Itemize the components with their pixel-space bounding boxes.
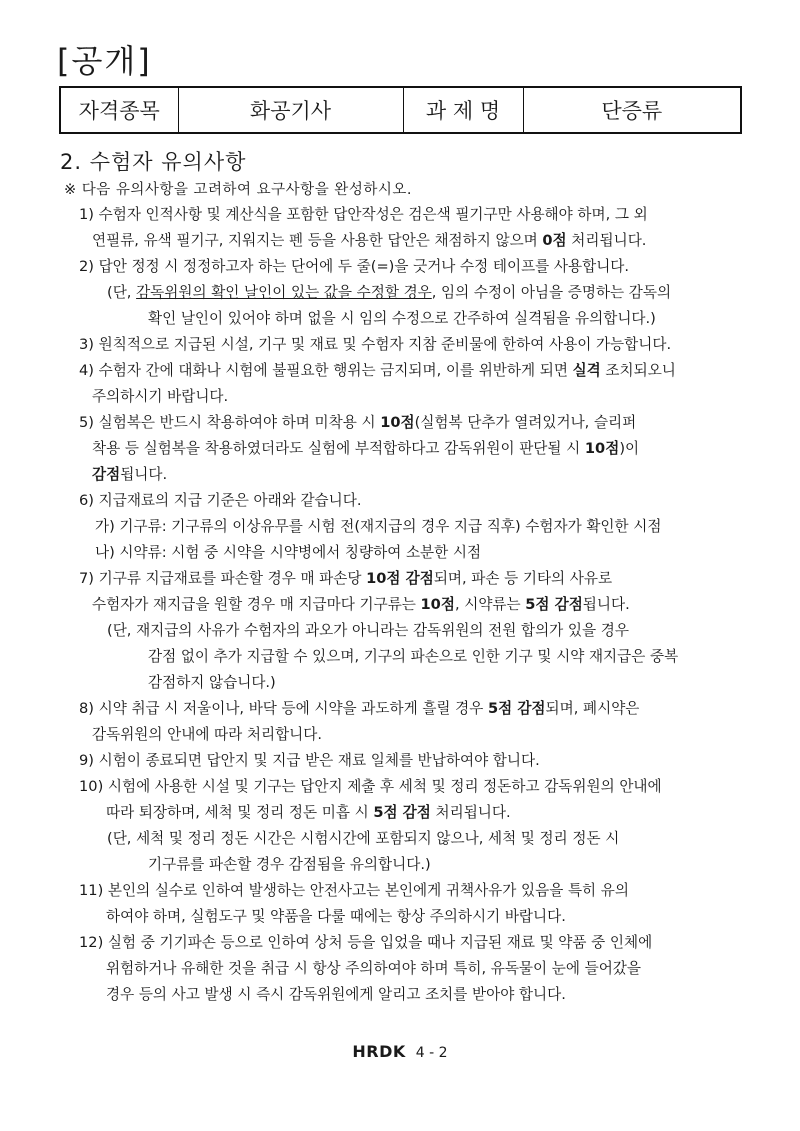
rule-9: 9) 시험이 종료되면 답안지 및 지급 받은 재료 일체를 반납하여야 합니다. — [79, 752, 540, 769]
rule-5-line-3: 감점됩니다. — [92, 466, 168, 483]
rule-11-line-1: 11) 본인의 실수로 인하여 발생하는 안전사고는 본인에게 귀책사유가 있음을 특히 유의 — [79, 882, 629, 899]
rule-7-line-3: (단, 재지급의 사유가 수험자의 과오가 아니라는 감독위원의 전원 합의가 있을 경우 — [107, 622, 629, 639]
rule-10-line-3: (단, 세척 및 정리 정돈 시간은 시험시간에 포함되지 않으나, 세척 및 정리 정돈 시 — [107, 830, 620, 847]
qualification-label: 자격종목 — [60, 87, 178, 133]
rule-8-line-2: 감독위원의 안내에 따라 처리합니다. — [92, 726, 323, 743]
qualification-value: 화공기사 — [178, 87, 403, 133]
rule-6-item-a: 가) 기구류: 기구류의 이상유무를 시험 전(재지급의 경우 지급 직후) 수험자가 확인한 시점 — [95, 518, 662, 535]
rule-2-line-1: 2) 답안 정정 시 정정하고자 하는 단어에 두 줄(=)을 긋거나 수정 테이프를 사용합니다. — [79, 258, 630, 275]
rule-5-line-1: 5) 실험복은 반드시 착용하여야 하며 미착용 시 10점(실험복 단추가 열려있거나, 슬리퍼 — [79, 414, 637, 431]
rule-12-line-3: 경우 등의 사고 발생 시 즉시 감독위원에게 알리고 조치를 받아야 합니다. — [106, 986, 566, 1003]
rule-6: 6) 지급재료의 지급 기준은 아래와 같습니다. — [79, 492, 362, 509]
rule-5-line-2: 착용 등 실험복을 착용하였더라도 실험에 부적합하다고 감독위원이 판단될 시 10점)이 — [92, 440, 640, 457]
rule-7-line-4: 감점 없이 추가 지급할 수 있으며, 기구의 파손으로 인한 기구 및 시약 재지급은 중복 — [148, 648, 679, 665]
intro-note: ※ 다음 유의사항을 고려하여 요구사항을 완성하시오. — [64, 182, 412, 198]
rule-1-line-2: 연필류, 유색 필기구, 지워지는 펜 등을 사용한 답안은 채점하지 않으며 0점 처리됩니다. — [92, 232, 647, 249]
rule-7-line-2: 수험자가 재지급을 원할 경우 매 지급마다 기구류는 10점, 시약류는 5점 감점됩니다. — [92, 596, 630, 613]
rule-11-line-2: 하여야 하며, 실험도구 및 약품을 다룰 때에는 항상 주의하시기 바랍니다. — [106, 908, 566, 925]
exam-info-table — [59, 86, 742, 134]
rule-3: 3) 원칙적으로 지급된 시설, 기구 및 재료 및 수험자 지참 준비물에 한하여 사용이 가능합니다. — [79, 336, 672, 353]
page-number: 4 - 2 — [415, 1045, 448, 1061]
rule-8-line-1: 8) 시약 취급 시 저울이나, 바닥 등에 시약을 과도하게 흘릴 경우 5점 감점되며, 폐시약은 — [79, 700, 640, 717]
rule-10-line-4: 기구류를 파손할 경우 감점됨을 유의합니다.) — [148, 856, 431, 873]
hrdk-logo: HRDK — [352, 1042, 406, 1061]
rule-7-line-5: 감점하지 않습니다.) — [148, 674, 276, 691]
rule-2-line-2: (단, 감독위원의 확인 날인이 있는 값을 수정할 경우, 임의 수정이 아님을 증명하는 감독의 — [107, 284, 672, 301]
rule-6-item-b: 나) 시약류: 시험 중 시약을 시약병에서 칭량하여 소분한 시점 — [95, 544, 482, 561]
disclosure-badge: [공개] — [57, 42, 152, 80]
task-name-label: 과 제 명 — [403, 87, 523, 133]
rule-10-line-2: 따라 퇴장하며, 세척 및 정리 정돈 미흡 시 5점 감점 처리됩니다. — [106, 804, 511, 821]
page-footer — [0, 1042, 800, 1061]
section-title: 2. 수험자 유의사항 — [60, 150, 247, 174]
rule-2-line-3: 확인 날인이 있어야 하며 없을 시 임의 수정으로 간주하여 실격됨을 유의합니다.) — [148, 310, 656, 327]
rule-4-line-1: 4) 수험자 간에 대화나 시험에 불필요한 행위는 금지되며, 이를 위반하게 되면 실격 조치되오니 — [79, 362, 676, 379]
rule-12-line-2: 위험하거나 유해한 것을 취급 시 항상 주의하여야 하며 특히, 유독물이 눈에 들어갔을 — [106, 960, 641, 977]
rules-list — [0, 202, 800, 1008]
rule-1-line-1: 1) 수험자 인적사항 및 계산식을 포함한 답안작성은 검은색 필기구만 사용해야 하며, 그 외 — [79, 206, 648, 223]
rule-12-line-1: 12) 실험 중 기기파손 등으로 인하여 상처 등을 입었을 때나 지급된 재료 및 약품 중 인체에 — [79, 934, 653, 951]
rule-10-line-1: 10) 시험에 사용한 시설 및 기구는 답안지 제출 후 세척 및 정리 정돈하고 감독위원의 안내에 — [79, 778, 662, 795]
rule-4-line-2: 주의하시기 바랍니다. — [92, 388, 229, 405]
task-name-value: 단증류 — [523, 87, 741, 133]
rule-7-line-1: 7) 기구류 지급재료를 파손할 경우 매 파손당 10점 감점되며, 파손 등 기타의 사유로 — [79, 570, 613, 587]
